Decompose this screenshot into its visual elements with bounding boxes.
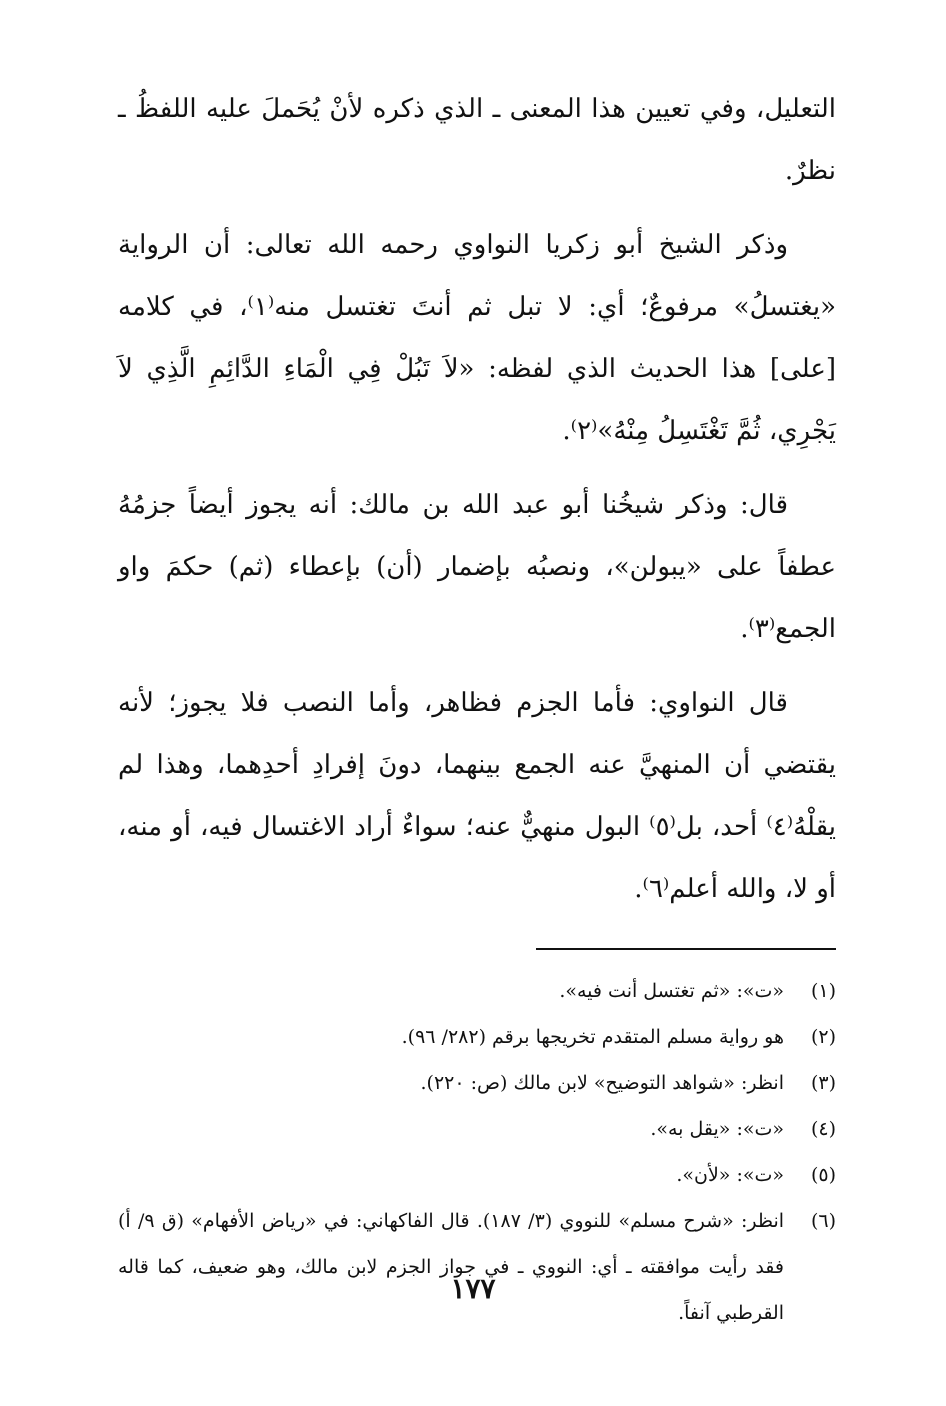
- paragraph-4: قال النواوي: فأما الجزم فظاهر، وأما النصب فلا يجوز؛ لأنه يقتضي أن المنهيَّ عنه الجمع بينهما، دونَ إفرادِ أحدِهما، وهذا لم يقلْهُ⁽٤⁾ أحد، بل⁽٥⁾ البول منهيٌّ عنه؛ سواءٌ أراد الاغتسال فيه، أو منه، أو لا، والله أعلم⁽٦⁾.: [118, 688, 837, 904]
- footnote-text: انظر: «شرح مسلم» للنووي (٣/ ١٨٧). قال الفاكهاني: في «رياض الأفهام» (ق ٩/ أ) فقد رأيت موافقته ـ أي: النووي ـ في جواز الجزم لابن مالك، وهو ضعيف، كما قاله القرطبي آنفاً.: [118, 1210, 785, 1324]
- paragraph-2: وذكر الشيخ أبو زكريا النواوي رحمه الله تعالى: أن الرواية «يغتسلُ» مرفوعٌ؛ أي: لا تبل ثم أنتَ تغتسل منه⁽١⁾، في كلامه [على] هذا الحديث الذي لفظه: «لاَ تَبُلْ فِي الْمَاءِ الدَّائِمِ الَّذِي لاَ يَجْرِي، ثُمَّ تَغْتَسِلُ مِنْهُ»⁽٢⁾.: [118, 230, 836, 446]
- footnote-separator-wrap: [118, 948, 836, 950]
- footnote-number: (١): [810, 980, 836, 1002]
- footnote-text: انظر: «شواهد التوضيح» لابن مالك (ص: ٢٢٠).: [420, 1072, 784, 1094]
- footnote-number: (٥): [810, 1164, 836, 1186]
- page-number: ١٧٧: [450, 1272, 496, 1305]
- paragraph-1: التعليل، وفي تعيين هذا المعنى ـ الذي ذكره لأنْ يُحَملَ عليه اللفظُ ـ نظرٌ.: [118, 94, 836, 186]
- footnote-2: [118, 1014, 836, 1060]
- paragraph-3: قال: وذكر شيخُنا أبو عبد الله بن مالك: أنه يجوز أيضاً جزمُهُ عطفاً على «يبولن»، ونصبُه بإضمار (أن) بإعطاء (ثم) حكمَ واو الجمع⁽٣⁾.: [118, 490, 836, 644]
- footnote-text: «ت»: «لأن».: [676, 1164, 784, 1186]
- footnote-3: [118, 1060, 836, 1106]
- footnote-separator: [536, 948, 836, 950]
- page-body: [118, 78, 836, 1336]
- footnote-1: [118, 968, 836, 1014]
- footnote-4: [118, 1106, 836, 1152]
- footnote-text: «ت»: «ثم تغتسل أنت فيه».: [559, 980, 784, 1002]
- footnote-6: [118, 1198, 836, 1336]
- footnote-text: «ت»: «يقل به».: [650, 1118, 784, 1140]
- footnote-number: (٣): [810, 1072, 836, 1094]
- footnote-5: [118, 1152, 836, 1198]
- footnote-number: (٦): [810, 1210, 836, 1232]
- footnote-text: هو رواية مسلم المتقدم تخريجها برقم (٢٨٢/ ٩٦).: [401, 1026, 784, 1048]
- footnote-number: (٤): [810, 1118, 836, 1140]
- footnote-number: (٢): [810, 1026, 836, 1048]
